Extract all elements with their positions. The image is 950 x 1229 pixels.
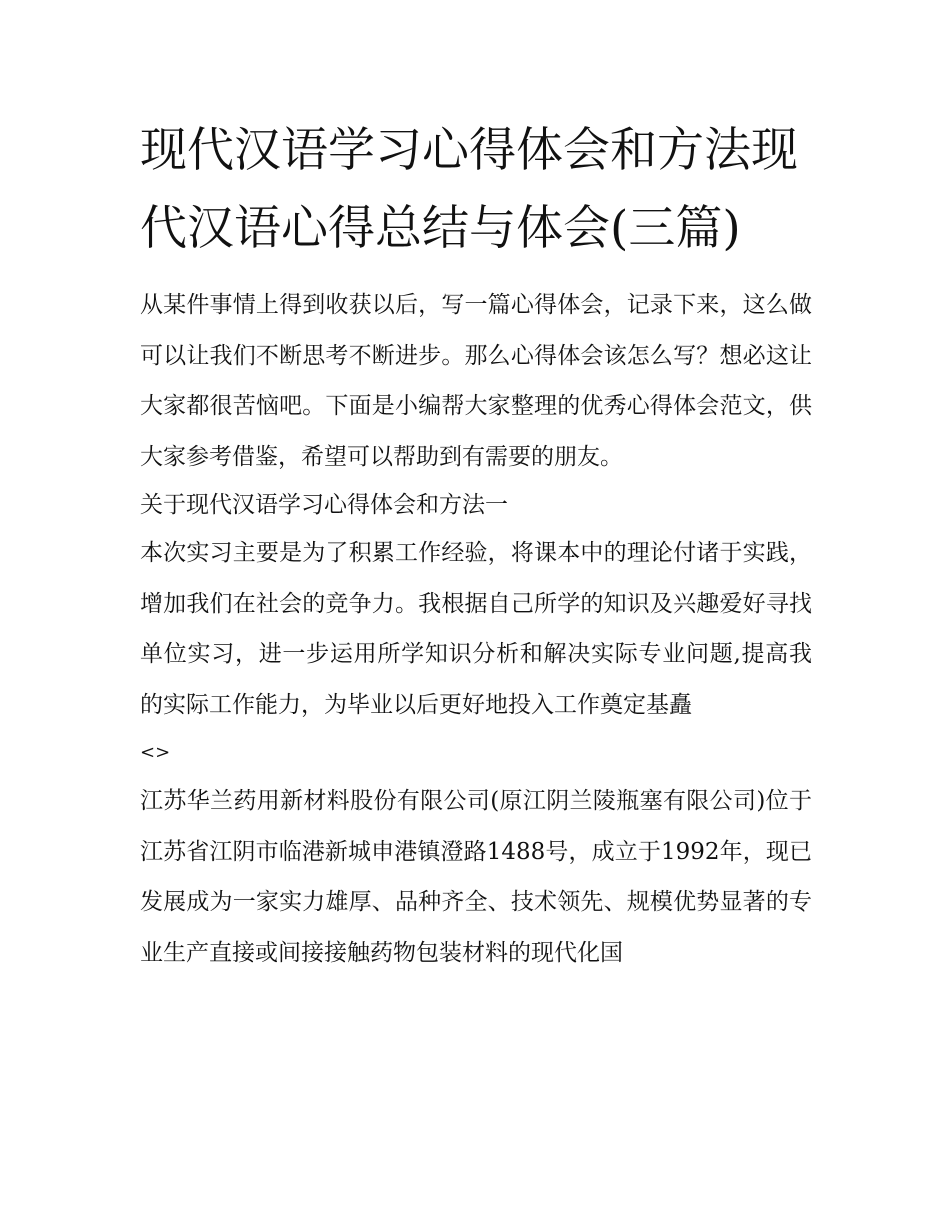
- intro-paragraph: 从某件事情上得到收获以后，写一篇心得体会，记录下来，这么做可以让我们不断思考不断进步。那么心得体会该怎么写？想必这让大家都很苦恼吧。下面是小编帮大家整理的优秀心得体会范文，供大家参考借鉴，希望可以帮助到有需要的朋友。: [140, 292, 812, 470]
- document-page: [140, 112, 812, 978]
- document-body: [140, 280, 812, 978]
- placeholder-marker: <>: [140, 742, 171, 763]
- section-heading: 关于现代汉语学习心得体会和方法一: [140, 492, 508, 518]
- body-paragraph-1: 本次实习主要是为了积累工作经验，将课本中的理论付诸于实践，增加我们在社会的竞争力。我根据自己所学的知识及兴趣爱好寻找单位实习，进一步运用所学知识分析和解决实际专业问题,提高我的实际工作能力，为毕业以后更好地投入工作奠定基矗: [140, 540, 812, 718]
- body-paragraph-2: 江苏华兰药用新材料股份有限公司(原江阴兰陵瓶塞有限公司)位于江苏省江阴市临港新城申港镇澄路1488号，成立于1992年，现已发展成为一家实力雄厚、品种齐全、技术领先、规模优势显著的专业生产直接或间接接触药物包装材料的现代化国: [140, 788, 812, 966]
- document-title: 现代汉语学习心得体会和方法现代汉语心得总结与体会(三篇): [140, 123, 798, 256]
